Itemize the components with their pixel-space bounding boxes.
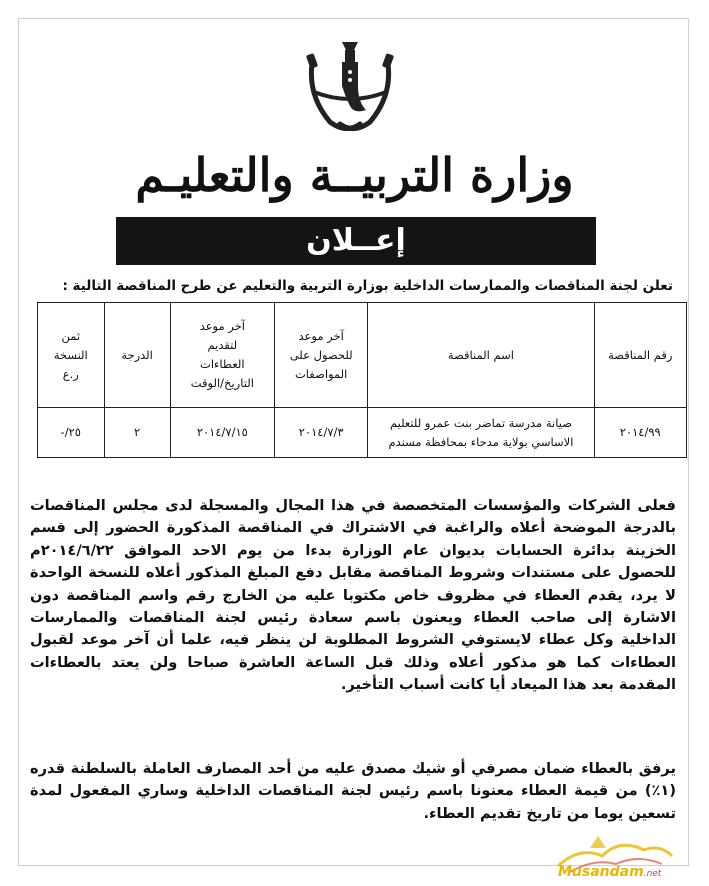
watermark-suffix: .net (643, 869, 662, 879)
intro-text: تعلن لجنة المناقصات والممارسات الداخلية بوزارة التربية والتعليم عن طرح المناقصة التالية : (62, 278, 673, 294)
watermark-name: Musandam (558, 864, 644, 880)
header-grade: الدرجة (104, 303, 170, 408)
cell-copy-price: ٢٥/- (38, 408, 105, 458)
watermark-text[interactable] (558, 864, 661, 880)
header-deadline-line: التاريخ/الوقت (190, 376, 254, 390)
header-spec-deadline (274, 303, 368, 408)
ministry-title: وزارة التربيــة والتعليـم (135, 148, 574, 202)
paragraph-guarantee: يرفق بالعطاء ضمان مصرفي أو شيك مصدق عليه من أحد المصارف العاملة بالسلطنة قدره (١٪) من قيمة العطاء معنونا باسم رئيس لجنة المناقصات الداخلية وساري المفعول لمدة تسعين يوما من تاريخ تقديم العطاء. (30, 760, 676, 822)
tender-table (37, 302, 687, 458)
cell-grade: ٢ (104, 408, 170, 458)
header-copy-price (38, 303, 105, 408)
cell-name-line: صيانة مدرسة تماضر بنت عمرو للتعليم (389, 415, 572, 430)
header-price-line: ثمن (61, 328, 81, 343)
header-tender-number: رقم المناقصة (594, 303, 687, 408)
header-deadline-line: آخر موعد (199, 319, 245, 333)
header-price-line: النسخة (53, 347, 88, 362)
paragraph-terms: فعلى الشركات والمؤسسات المتخصصة في هذا المجال والمسجلة لدى مجلس المناقصات بالدرجة الموضحة أعلاه والراغبة في الاشتراك في المناقصة المذكورة الحضور إلى قسم الخزينة بدائرة الحسابات بديوان عام الوزارة بدءا من يوم الاحد الموافق ٢٠١٤/٦/٢٢م للحصول على مستندات وشروط المناقصة مقابل دفع المبلغ المذكور أعلاه للنسخة الواحدة لا يرد، يقدم العطاء في مظروف خاص مكتوبا عليه من الخارج رقم واسم المناقصة دون الاشارة إلى صاحب العطاء ويعنون باسم سعادة رئيس لجنة المناقصات والممارسات الداخلية وكل عطاء لايستوفي الشروط المطلوبة لن ينظر فيه، علما أن آخر موعد لقبول العطاءات كما هو مذكور أعلاه وذلك قبل الساعة العاشرة صباحا ولن يعتد بالعطاءات المقدمة بعد هذا الميعاد أيا كانت أسباب التأخير. (30, 497, 676, 694)
cell-name-line: الاساسي بولاية مدحاء بمحافظة مسندم (388, 434, 574, 449)
header-tender-name: اسم المناقصة (368, 303, 594, 408)
header-spec-line: المواصفات (294, 366, 348, 381)
announcement-banner: إعــلان (116, 217, 596, 265)
khanjar-swords-emblem-icon (300, 36, 400, 136)
header-spec-line: آخر موعد (298, 328, 344, 343)
header-deadline-line: العطاءات (200, 357, 245, 371)
header-spec-line: للحصول على (289, 347, 353, 362)
cell-tender-name (368, 408, 594, 458)
header-deadline-line: لتقديم (207, 338, 238, 352)
table-row (38, 408, 687, 458)
cell-submission-deadline: ٢٠١٤/٧/١٥ (170, 408, 274, 458)
header-price-line: ر.ع (62, 366, 79, 381)
table-header-row (38, 303, 687, 408)
cell-tender-number: ٢٠١٤/٩٩ (594, 408, 687, 458)
cell-spec-deadline: ٢٠١٤/٧/٣ (274, 408, 368, 458)
header-submission-deadline (170, 303, 274, 408)
